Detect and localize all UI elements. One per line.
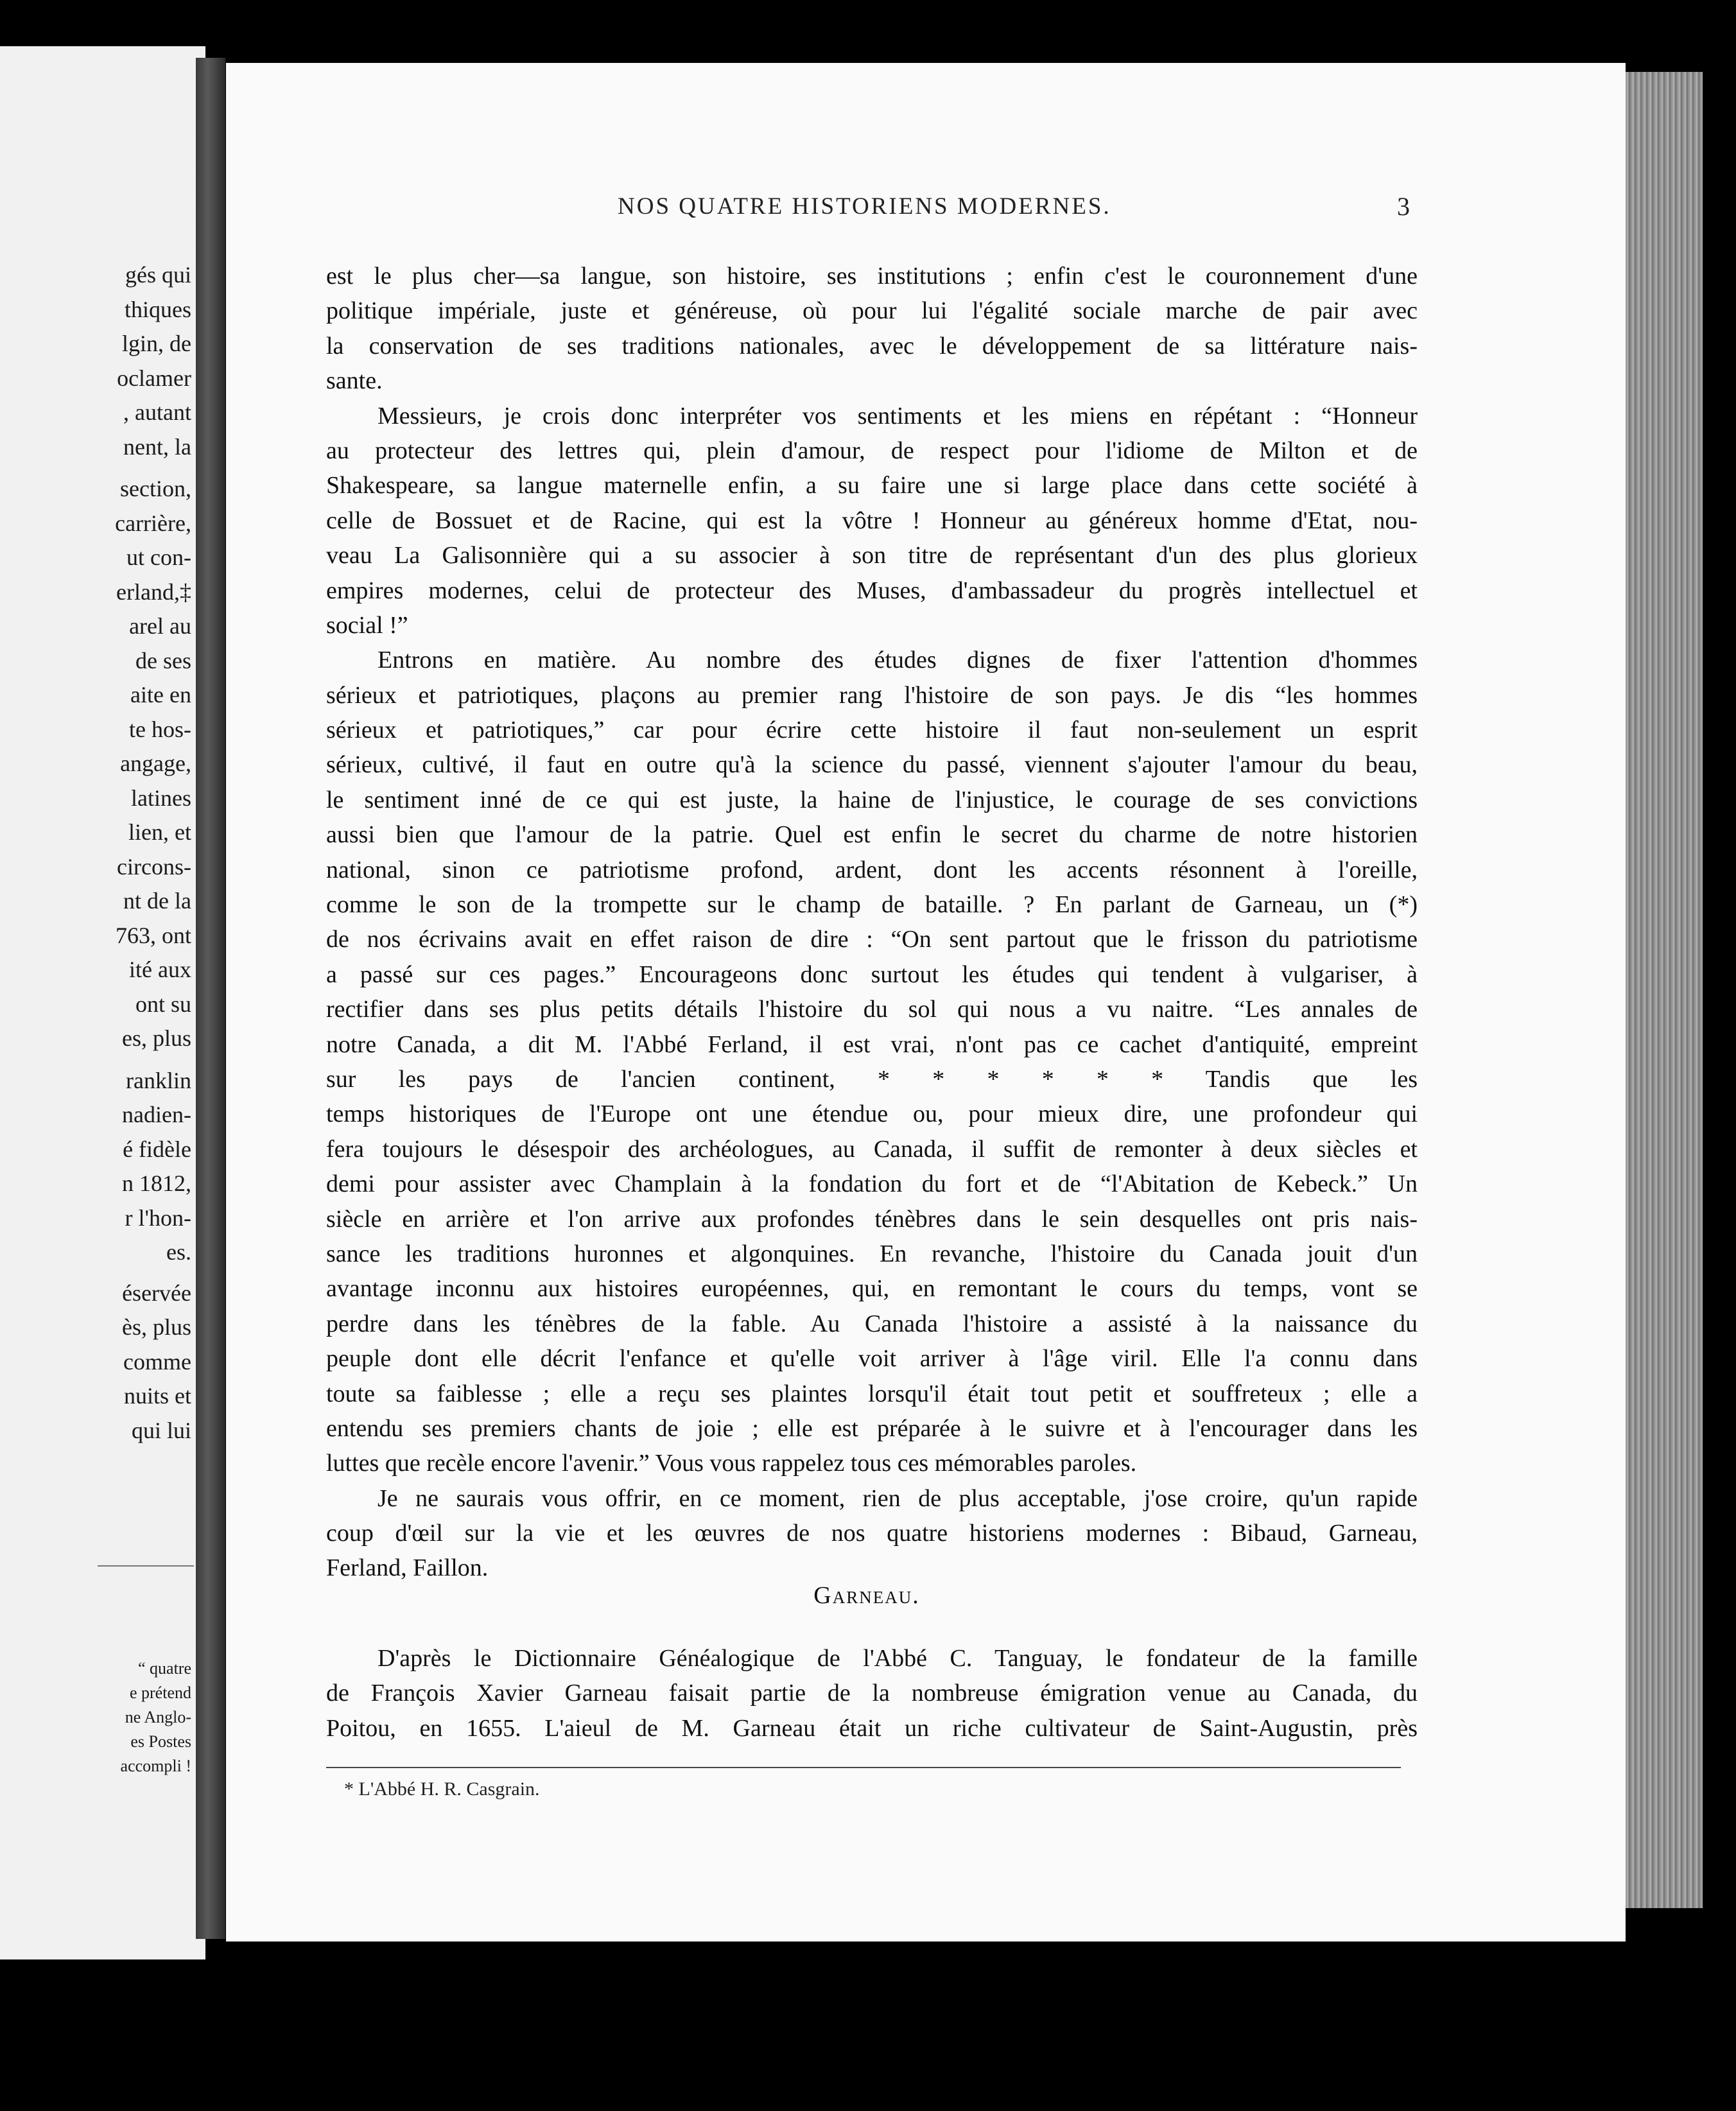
text-line: Poitou, en 1655. L'aieul de M. Garneau était un riche cultivateur de Saint-Augustin, près: [326, 1714, 1418, 1742]
text-line: politique impériale, juste et généreuse, où pour lui l'égalité sociale marche de pair avec: [326, 297, 1418, 325]
text-line: sérieux et patriotiques, plaçons au premier rang l'histoire de son pays. Je dis “les hommes: [326, 681, 1418, 709]
facing-page-line: 763, ont: [115, 922, 191, 948]
facing-page-line: ité aux: [129, 957, 191, 982]
paragraph: [326, 1481, 1418, 1586]
facing-page-line: , autant: [123, 399, 191, 425]
facing-page-line: lgin, de: [122, 331, 191, 356]
text-line: aussi bien que l'amour de la patrie. Quel est enfin le secret du charme de notre historien: [326, 821, 1418, 849]
text-line: peuple dont elle décrit l'enfance et qu'elle voit arriver à l'âge viril. Elle l'a connu dans: [326, 1345, 1418, 1373]
text-line: Shakespeare, sa langue maternelle enfin, a su faire une si large place dans cette société à: [326, 472, 1418, 500]
text-line: Messieurs, je crois donc interpréter vos sentiments et les miens en répétant : “Honneur: [378, 402, 1418, 430]
text-line: Je ne saurais vous offrir, en ce moment, rien de plus acceptable, j'ose croire, qu'un rapide: [378, 1484, 1418, 1512]
footnote: * L'Abbé H. R. Casgrain.: [344, 1778, 540, 1800]
text-line: rectifier dans ses plus petits détails l'histoire du sol qui nous a vu naitre. “Les annales de: [326, 996, 1418, 1023]
facing-page-line: ont su: [135, 991, 191, 1017]
book-gutter: [196, 58, 225, 1939]
text-line: au protecteur des lettres qui, plein d'amour, de respect pour l'idiome de Milton et de: [326, 437, 1418, 464]
facing-page-line: é fidèle: [123, 1136, 191, 1162]
facing-page-footnote-line: ne Anglo-: [125, 1708, 191, 1726]
facing-page-line: angage,: [120, 751, 191, 776]
text-line: comme le son de la trompette sur le champ de bataille. ? En parlant de Garneau, un (*): [326, 891, 1418, 919]
text-line: la conservation de ses traditions nationales, avec le développement de sa littérature nais-: [326, 332, 1418, 360]
facing-page-line: ut con-: [126, 544, 191, 570]
running-head: NOS QUATRE HISTORIENS MODERNES.: [618, 193, 1111, 220]
page-number: 3: [1397, 192, 1410, 221]
text-line: celle de Bossuet et de Racine, qui est la vôtre ! Honneur au généreux homme d'Etat, nou-: [326, 507, 1418, 534]
facing-page-line: nt de la: [123, 888, 191, 914]
text-line: notre Canada, a dit M. l'Abbé Ferland, il est vrai, n'ont pas ce cachet d'antiquité, empreint: [326, 1030, 1418, 1058]
facing-page-line: ès, plus: [122, 1314, 191, 1340]
facing-page-line: thiques: [125, 296, 191, 322]
facing-page-line: nent, la: [123, 433, 191, 460]
facing-page-line: nadien-: [122, 1102, 191, 1127]
facing-page-line: section,: [120, 476, 191, 501]
facing-page-line: comme: [123, 1348, 191, 1375]
text-line: sérieux, cultivé, il faut en outre qu'à la science du passé, viennent s'ajouter l'amour du beau,: [326, 751, 1418, 779]
text-line: luttes que recèle encore l'avenir.” Vous vous rappelez tous ces mémorables paroles.: [326, 1450, 1137, 1477]
facing-page-footnote-line: accompli !: [120, 1757, 191, 1775]
facing-page-footnote-line: e prétend: [129, 1683, 191, 1702]
facing-page-line: oclamer: [117, 365, 191, 391]
text-line: fera toujours le désespoir des archéologues, au Canada, il suffit de remonter à deux siècles et: [326, 1135, 1418, 1163]
text-line: a passé sur ces pages.” Encourageons donc surtout les études qui tendent à vulgariser, à: [326, 960, 1418, 988]
text-line: social !”: [326, 611, 408, 639]
text-line: sante.: [326, 367, 383, 395]
text-line: D'après le Dictionnaire Généalogique de l'Abbé C. Tanguay, le fondateur de la famille: [378, 1645, 1418, 1672]
facing-page-line: erland,‡: [116, 578, 191, 605]
text-line: sance les traditions huronnes et algonquines. En revanche, l'histoire du Canada jouit d'un: [326, 1240, 1418, 1267]
facing-page-line: ranklin: [126, 1067, 191, 1093]
facing-page-line: aite en: [130, 682, 191, 708]
facing-page-footnote-line: “ quatre: [137, 1659, 191, 1678]
facing-page-line: latines: [131, 785, 191, 811]
facing-page-line: circons-: [117, 853, 191, 880]
text-line: national, sinon ce patriotisme profond, ardent, dont les accents résonnent à l'oreille,: [326, 856, 1418, 883]
text-line: coup d'œil sur la vie et les œuvres de nos quatre historiens modernes : Bibaud, Garneau,: [326, 1520, 1418, 1547]
text-line: perdre dans les ténèbres de la fable. Au Canada l'histoire a assisté à la naissance du: [326, 1310, 1418, 1337]
paragraph: [326, 399, 1418, 643]
text-line: Ferland, Faillon.: [326, 1554, 489, 1582]
text-line: demi pour assister avec Champlain à la fondation du fort et de “l'Abitation de Kebeck.” Un: [326, 1170, 1418, 1198]
text-line: veau La Galisonnière qui a su associer à son titre de représentant d'un des plus glorieux: [326, 542, 1418, 569]
facing-page-line: es.: [166, 1239, 191, 1265]
text-line: de nos écrivains avait en effet raison de dire : “On sent partout que le frisson du patriotisme: [326, 926, 1418, 953]
text-line: entendu ses premiers chants de joie ; elle est préparée à le suivre et à l'encourager dans les: [326, 1414, 1418, 1442]
facing-page-line: de ses: [135, 647, 191, 673]
facing-page-line: te hos-: [129, 716, 191, 742]
facing-page: [0, 46, 205, 1959]
facing-page-line: carrière,: [115, 510, 191, 536]
text-line: Entrons en matière. Au nombre des études dignes de fixer l'attention d'hommes: [378, 647, 1418, 674]
facing-page-line: arel au: [129, 613, 191, 639]
body-text: [326, 259, 1418, 1586]
text-line: sur les pays de l'ancien continent, * * * * * * Tandis que les: [326, 1065, 1418, 1093]
text-line: empires modernes, celui de protecteur des Muses, d'ambassadeur du progrès intellectuel et: [326, 577, 1418, 604]
text-line: sérieux et patriotiques,” car pour écrire cette histoire il faut non-seulement un esprit: [326, 717, 1418, 744]
text-line: avantage inconnu aux histoires européennes, qui, en remontant le cours du temps, vont se: [326, 1275, 1418, 1303]
text-line: de François Xavier Garneau faisait partie de la nombreuse émigration venue au Canada, du: [326, 1680, 1418, 1707]
garneau-paragraph: [326, 1641, 1418, 1746]
facing-page-footnote-line: es Postes: [130, 1732, 191, 1751]
text-line: toute sa faiblesse ; elle a reçu ses plaintes lorsqu'il était tout petit et souffreteux ; elle a: [326, 1380, 1418, 1407]
facing-page-line: éservée: [122, 1280, 191, 1306]
facing-page-line: gés qui: [125, 262, 191, 288]
section-heading: Garneau.: [813, 1582, 920, 1609]
facing-page-line: qui lui: [131, 1417, 191, 1443]
paragraph: [326, 259, 1418, 399]
facing-page-line: nuits et: [124, 1383, 191, 1409]
text-line: est le plus cher—sa langue, son histoire, ses institutions ; enfin c'est le couronnement d'une: [326, 263, 1418, 290]
text-line: le sentiment inné de ce qui est juste, la haine de l'injustice, le courage de ses convictions: [326, 786, 1418, 813]
facing-page-line: r l'hon-: [125, 1204, 191, 1231]
facing-page-line: lien, et: [128, 819, 191, 845]
facing-page-line: es, plus: [122, 1025, 191, 1051]
page-edges: [1626, 72, 1703, 1908]
facing-page-footnote-rule: [98, 1565, 194, 1567]
paragraph: [326, 643, 1418, 1481]
text-line: siècle en arrière et l'on arrive aux profondes ténèbres dans le sein desquelles ont pris nais-: [326, 1205, 1418, 1233]
text-line: temps historiques de l'Europe ont une étendue ou, pour mieux dire, une profondeur qui: [326, 1100, 1418, 1128]
footnote-rule: [326, 1767, 1401, 1768]
facing-page-line: n 1812,: [122, 1170, 191, 1196]
